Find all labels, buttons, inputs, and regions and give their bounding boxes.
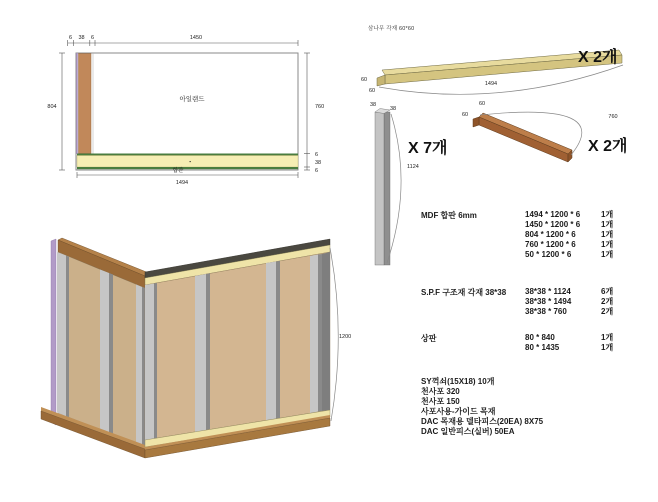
bom-row [525,307,658,317]
bill-of-materials [421,210,658,437]
bom-row [525,210,658,220]
dim-top-width: 1450 [189,35,203,41]
iso-right-edge-strip [322,252,330,411]
hardware-notes [421,377,658,437]
dim-left-height: 804 [47,104,57,110]
bom-qty: 1개 [601,210,614,219]
stud-end-w: 38 [369,102,377,108]
iso-height-arc [330,248,338,421]
bom-size: 760 * 1200 * 6 [525,240,576,249]
bom-section-mdf [421,210,658,260]
bom-qty: 1개 [601,250,614,259]
iso-left-stud-2-shade [109,273,113,434]
band-mark: ▪ [189,159,191,164]
band-yellow [77,156,298,168]
bom-size: 80 * 840 [525,333,555,342]
iso-left-stud-3 [136,285,142,446]
bom-qty: 1개 [601,343,614,352]
short-beam-top-face [479,113,572,154]
note-line: 사포사용-가이드 목재 [421,407,496,416]
short-beam-end-w: 60 [478,101,486,107]
spacer [421,353,658,377]
spacer [421,317,658,333]
iso-purple-edge [51,239,56,425]
spacer [421,260,658,287]
band-green-bottom [77,167,298,169]
iso-left-stud-2 [100,270,109,433]
iso-right-stud-3-shade [276,261,280,419]
bom-row [525,343,658,353]
bom-size: 38*38 * 760 [525,307,567,316]
stud-length: 1124 [407,164,419,170]
bom-row [525,220,658,230]
bom-size: 80 * 1435 [525,343,560,352]
short-beam-front-face [479,117,568,162]
iso-right-wall [145,239,330,458]
iso-right-stud-4-shade [318,254,322,412]
bom-qty: 2개 [601,297,614,306]
iso-left-stud-1 [57,252,66,416]
stud-count: X 7개 [408,140,448,157]
bom-row [525,230,658,240]
iso-height-dim: 1200 [339,334,352,340]
bom-section-spf [421,287,658,317]
bom-qty: 1개 [601,230,614,239]
long-beam-count: X 2개 [578,49,618,66]
dim-bottom-width: 1494 [175,180,189,186]
long-beam-end-h: 60 [368,88,376,94]
bom-row [525,240,658,250]
isometric-drawing [33,228,358,490]
note-line: DAC 일반피스(실버) 50EA [421,427,515,436]
dim-top-a: 6 [68,35,73,41]
iso-right-stud-1-shade [154,283,157,439]
island-panel-outline [76,53,298,170]
band-label: 합판 [172,168,184,174]
iso-left-stud-3-shade [142,287,145,447]
dim-top-c: 6 [90,35,95,41]
bom-row [525,333,658,343]
bom-size: 804 * 1200 * 6 [525,230,576,239]
short-beam-end-cap [473,117,479,127]
dim-right-b: 38 [315,160,322,166]
iso-left-wall [41,238,149,458]
dim-top-b: 38 [78,35,85,41]
short-beam-length: 760 [608,114,618,120]
bom-size: 1494 * 1200 * 6 [525,210,581,219]
dim-right-a: 6 [315,152,319,158]
bom-row [525,297,658,307]
bom-qty: 1개 [601,220,614,229]
short-beam-count: X 2개 [588,138,628,155]
long-beam-length: 1494 [484,81,498,87]
long-beam-end-w: 60 [360,77,368,83]
bom-qty: 1개 [601,240,614,249]
iso-right-panel [145,252,330,440]
material-note: 삼나무 각재 60*60 [368,26,415,32]
bom-section-label: MDF 합판 6mm [421,211,477,220]
note-line: DAC 목재용 델타피스(20EA) 8X75 [421,417,544,426]
iso-right-stud-3 [266,262,276,421]
bom-section-top-plate [421,333,658,353]
iso-left-stud-1-shade [66,256,69,418]
iso-right-stud-1 [145,284,154,441]
bom-row [525,287,658,297]
bom-size: 50 * 1200 * 6 [525,250,572,259]
bom-size: 38*38 * 1124 [525,287,571,296]
iso-right-stud-2-shade [206,273,210,430]
bom-qty: 1개 [601,333,614,342]
island-label: 아일랜드 [179,96,205,103]
short-beam [462,101,628,162]
short-beam-end-h: 60 [461,112,469,118]
note-line: SY꺽쇠(15X18) 10개 [421,377,495,386]
bom-section-label: 상판 [421,334,437,343]
note-line: 천사포 320 [421,387,460,396]
elevation-drawing [30,20,360,192]
stud-end-h: 38 [389,106,397,112]
stud-side-face [384,112,390,265]
long-beam-end-cap [377,75,385,86]
vertical-post [79,54,92,154]
bom-size: 1450 * 1200 * 6 [525,220,581,229]
dim-right-c: 6 [315,168,319,174]
stud-front-face [375,112,384,265]
iso-right-stud-2 [195,274,206,432]
bom-row [525,250,658,260]
dim-right-height: 760 [315,104,325,110]
long-beam [361,47,623,94]
bom-qty: 2개 [601,307,614,316]
band-green-top [77,154,298,156]
iso-right-stud-4 [310,255,318,414]
note-line: 천사포 150 [421,397,460,406]
bom-section-label: S.P.F 구조재 각재 38*38 [421,288,507,297]
bom-qty: 6개 [601,287,614,296]
bom-size: 38*38 * 1494 [525,297,572,306]
